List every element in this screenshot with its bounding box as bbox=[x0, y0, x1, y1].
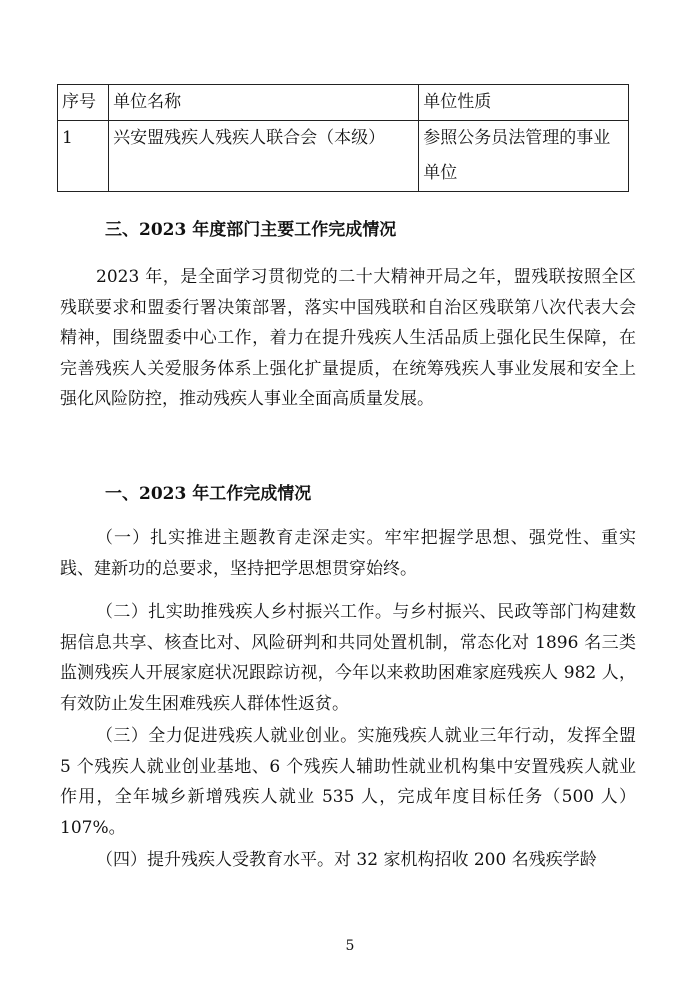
header-unit-type: 单位性质 bbox=[419, 85, 629, 121]
page-number: 5 bbox=[345, 938, 355, 954]
item-body-1: 牢牢把握学思想、强党性、重实践、建新功的总要求，坚持把学思想贯穿始终。 bbox=[60, 528, 637, 579]
cell-unit-type: 参照公务员法管理的事业单位 bbox=[419, 121, 629, 192]
item-title-4: （四）提升残疾人受教育水平。 bbox=[96, 850, 334, 870]
subsection-heading: 一、2023 年工作完成情况 bbox=[105, 484, 312, 504]
intro-paragraph: 2023 年，是全面学习贯彻党的二十大精神开局之年，盟残联按照全区残联要求和盟委行署决策部署，落实中国残联和自治区残联第八次代表大会精神，围绕盟委中心工作，着力在提升残疾人生活品质上强化民生保障，在完善残疾人关爱服务体系上强化扩量提质，在统筹残疾人事业发展和安全上强化风险防控，推动残疾人事业全面高质量发展。 bbox=[60, 267, 636, 409]
header-seq: 序号 bbox=[58, 85, 109, 121]
header-unit-name: 单位名称 bbox=[109, 85, 419, 121]
units-table bbox=[57, 84, 629, 192]
item-title-1: （一）扎实推进主题教育走深走实。 bbox=[96, 528, 385, 548]
cell-unit-name: 兴安盟残疾人残疾人联合会（本级） bbox=[109, 121, 419, 192]
item-body-2: 与乡村振兴、民政等部门构建数据信息共享、核查比对、风险研判和共同处置机制，常态化对 1896 名三类监测残疾人开展家庭状况跟踪访视，今年以来救助困难家庭残疾人 982 人，有效防止发生困难残疾人群体性返贫。 bbox=[60, 602, 637, 714]
item-paragraph-2 bbox=[60, 597, 636, 719]
item-title-2: （二）扎实助推残疾人乡村振兴工作。 bbox=[96, 602, 393, 622]
table-row bbox=[58, 121, 629, 192]
item-paragraph-4 bbox=[60, 845, 636, 876]
table-header-row bbox=[58, 85, 629, 121]
item-body-3: 实施残疾人就业三年行动，发挥全盟 5 个残疾人就业创业基地、6 个残疾人辅助性就业机构集中安置残疾人就业作用，全年城乡新增残疾人就业 535 人，完成年度目标任务（500 人）107%。 bbox=[60, 726, 636, 838]
section-heading: 三、2023 年度部门主要工作完成情况 bbox=[105, 220, 397, 240]
cell-seq: 1 bbox=[58, 121, 109, 192]
item-paragraph-1 bbox=[60, 523, 636, 584]
item-paragraph-3 bbox=[60, 721, 636, 843]
item-body-4: 对 32 家机构招收 200 名残疾学龄 bbox=[334, 850, 597, 870]
item-title-3: （三）全力促进残疾人就业创业。 bbox=[96, 726, 358, 746]
